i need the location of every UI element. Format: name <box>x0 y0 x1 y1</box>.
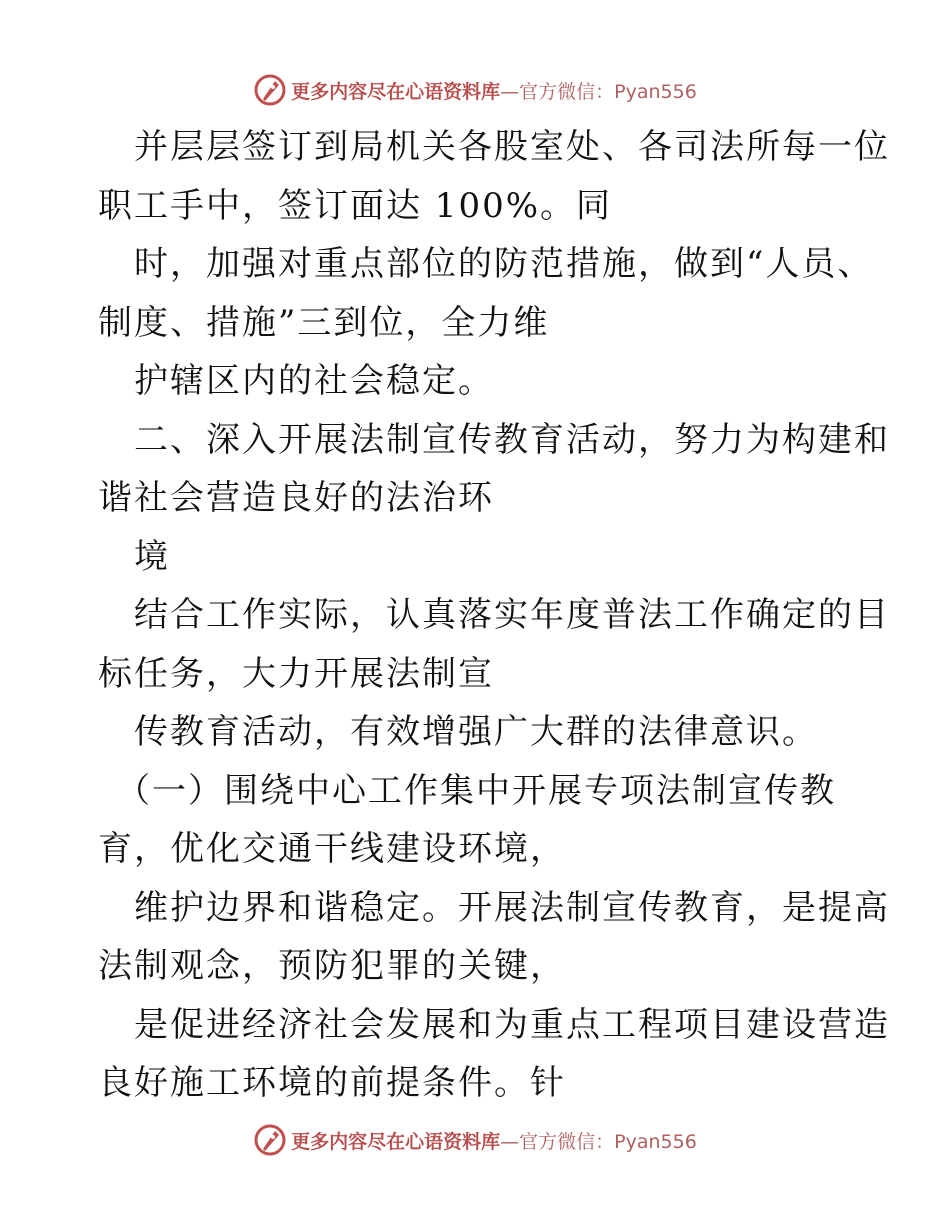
body-line: 标任务，大力开展法制宣 <box>98 653 494 694</box>
footer-watermark <box>0 1120 950 1160</box>
footer-watermark-text: 更多内容尽在心语资料库 <box>291 1130 501 1153</box>
header-watermark-text: 更多内容尽在心语资料库 <box>291 80 501 103</box>
body-line: 维护边界和谐稳定。开展法制宣传教育，是提高 <box>134 887 890 928</box>
section-heading: 二、深入开展法制宣传教育活动，努力为构建和 <box>134 419 890 460</box>
body-line: 法制观念，预防犯罪的关键， <box>98 946 566 986</box>
subsection-heading: （一）围绕中心工作集中开展专项法制宣传教 <box>116 770 836 811</box>
section-heading-cont: 境 <box>134 536 170 577</box>
footer-wechat-text: —官方微信：Pyan556 <box>500 1130 697 1153</box>
header-wechat-text: —官方微信：Pyan556 <box>500 80 697 103</box>
body-line: 并层层签订到局机关各股室处、各司法所每一位 <box>134 127 890 167</box>
pen-nib-logo-icon <box>253 1123 287 1157</box>
header-watermark <box>0 70 950 110</box>
body-line: 时，加强对重点部位的防范措施，做到“人员、 <box>134 244 874 284</box>
body-line: 结合工作实际，认真落实年度普法工作确定的目 <box>134 595 890 635</box>
body-line: 良好施工环境的前提条件。针 <box>98 1063 566 1103</box>
body-line: 传教育活动，有效增强广大群的法律意识。 <box>134 712 818 752</box>
body-line: 制度、措施”三到位，全力维 <box>98 302 550 343</box>
subsection-heading-cont: 育，优化交通干线建设环境， <box>98 829 566 869</box>
section-heading-cont: 谐社会营造良好的法治环 <box>98 478 494 518</box>
document-body <box>98 118 890 1113</box>
body-line: 护辖区内的社会稳定。 <box>134 361 494 401</box>
body-line: 职工手中，签订面达 100%。同 <box>98 185 613 226</box>
pen-nib-logo-icon <box>253 73 287 107</box>
body-line: 是促进经济社会发展和为重点工程项目建设营造 <box>134 1004 890 1045</box>
